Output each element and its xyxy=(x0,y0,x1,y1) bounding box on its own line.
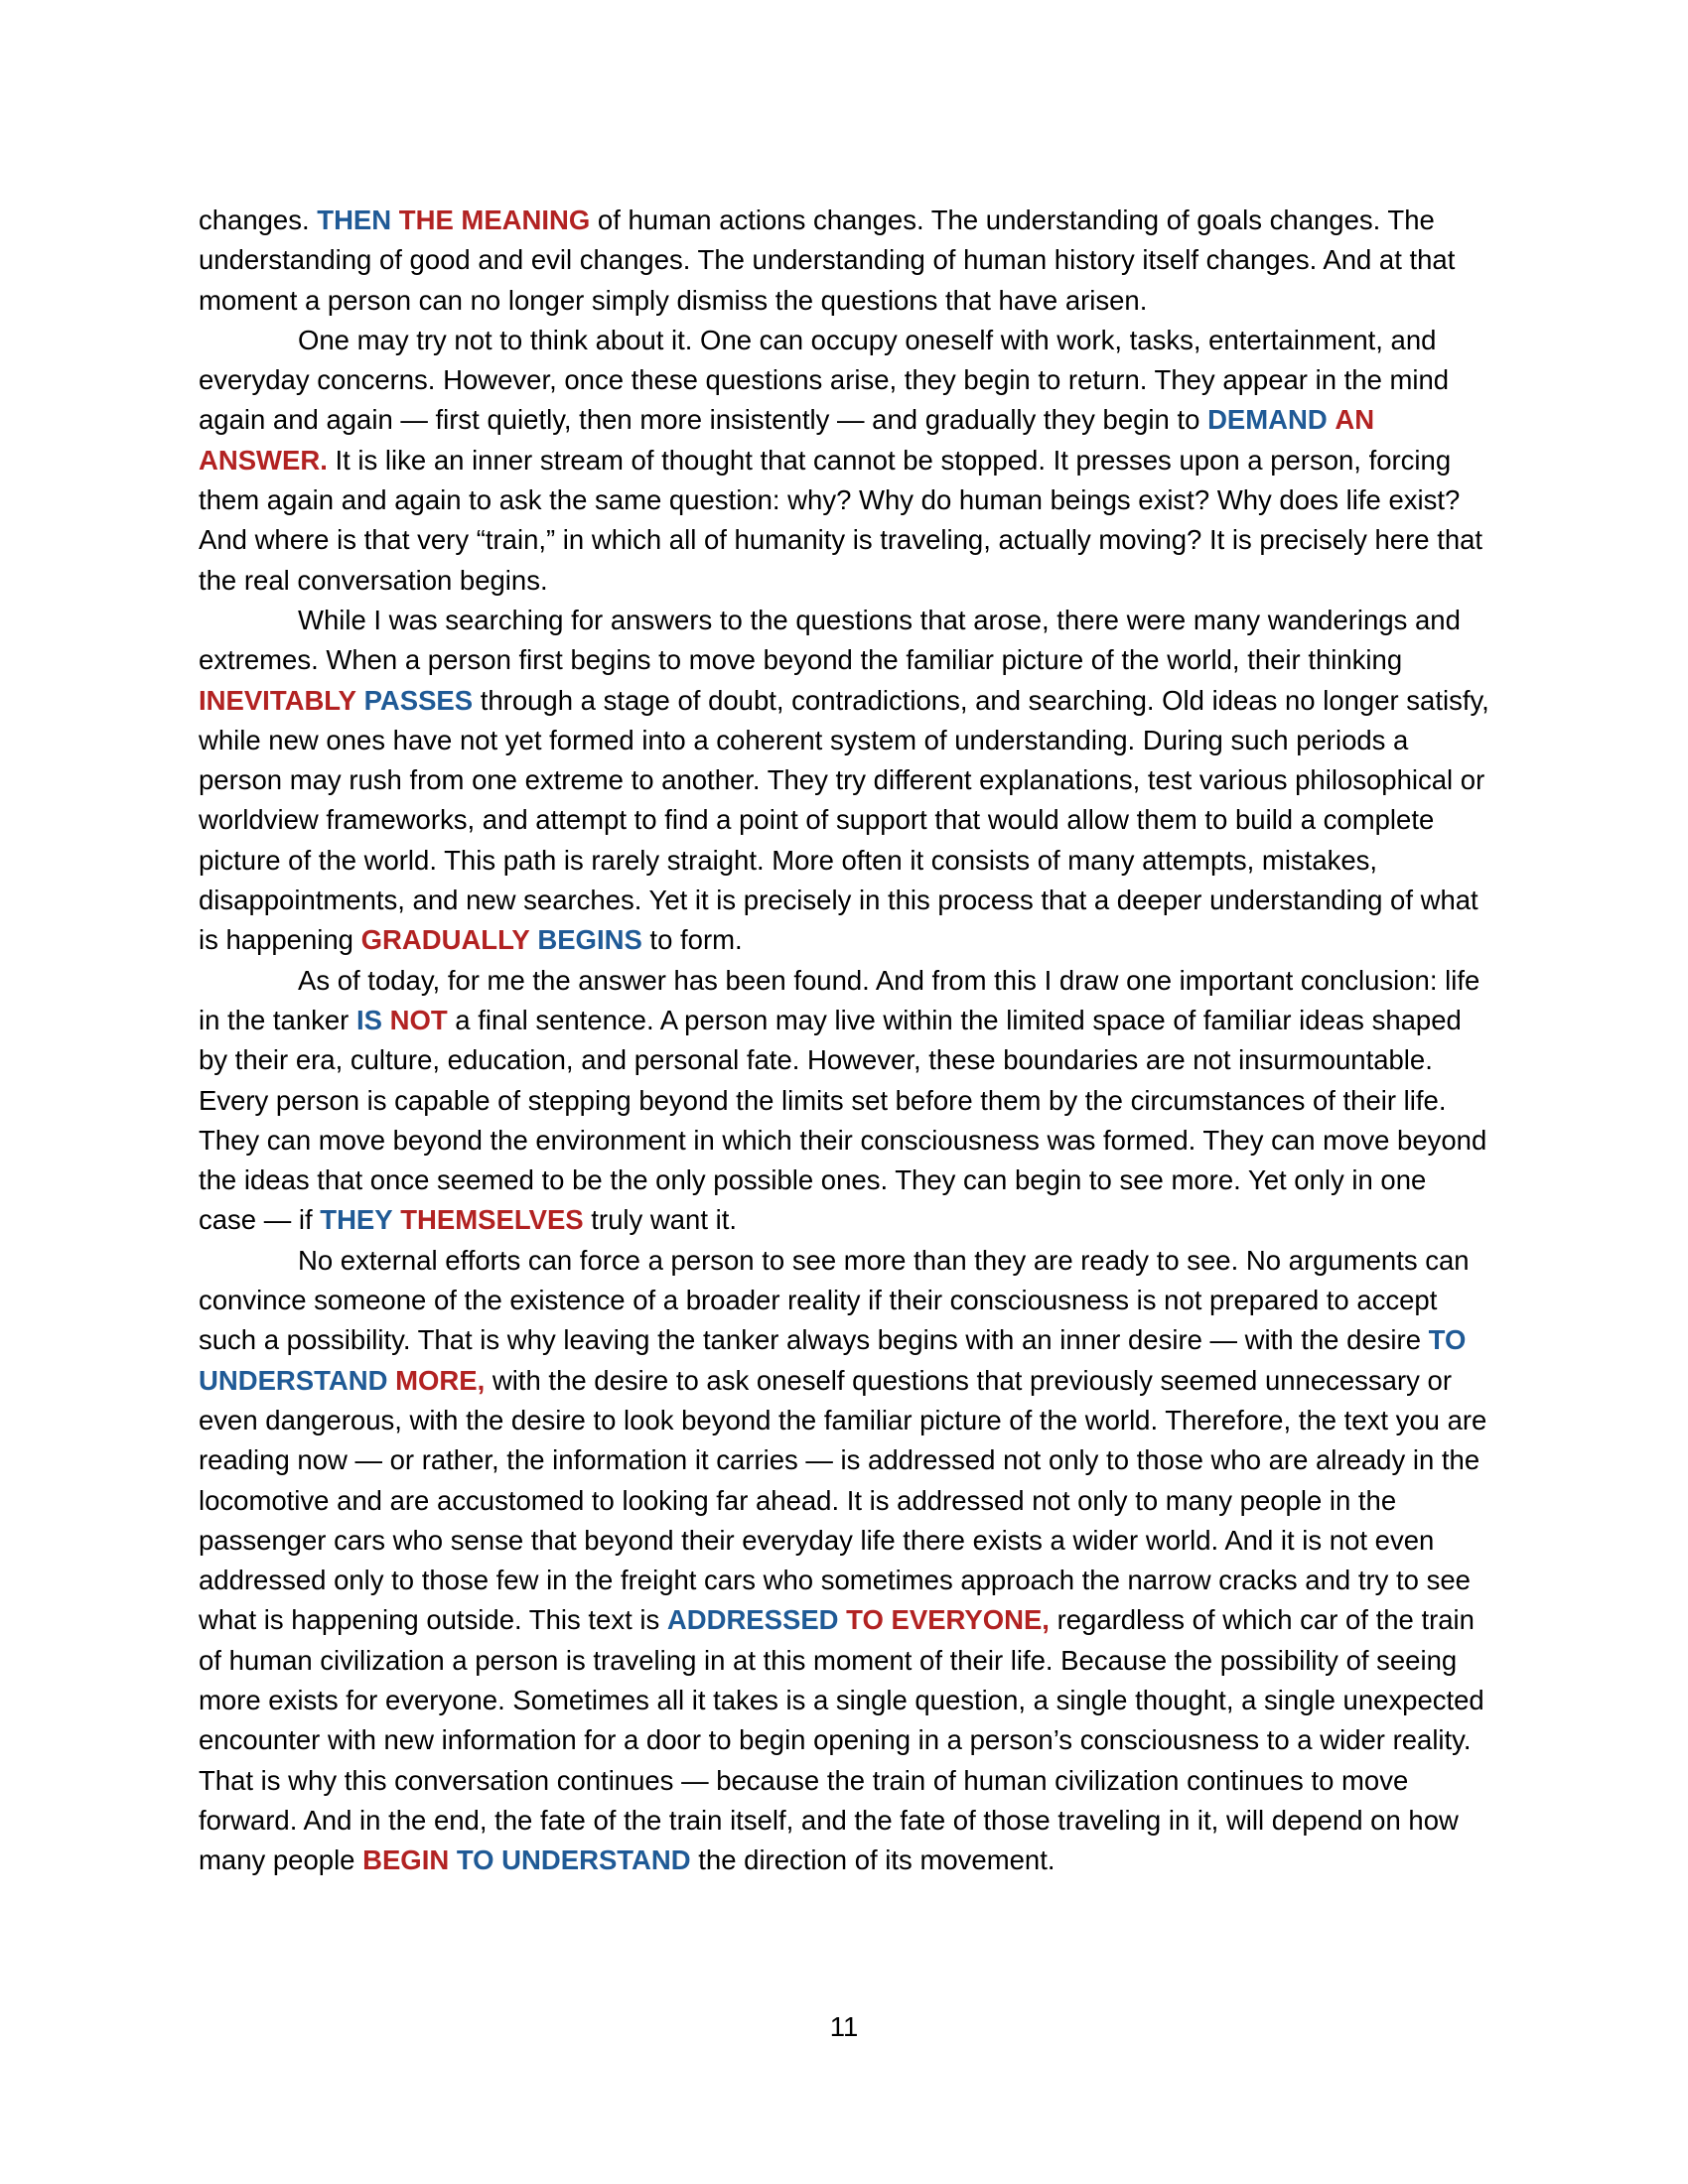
highlighted-phrase: THE MEANING xyxy=(398,205,591,235)
highlighted-phrase: BEGIN xyxy=(362,1844,450,1876)
highlighted-phrase: PASSES xyxy=(363,684,474,716)
highlighted-phrase: THEN xyxy=(317,205,392,235)
text-run: to form. xyxy=(641,924,743,956)
text-run: No external efforts can force a person to see more than they are ready to see. No arguments can convince someone of the existence of a broader reality if their consciousness is not prepared to accept such a possibility. That is why leaving the tanker always begins with an inner desire — with the desire xyxy=(199,1244,1470,1356)
highlighted-phrase: TO UNDERSTAND xyxy=(199,1324,1467,1396)
paragraph xyxy=(199,601,1489,961)
highlighted-phrase: TO EVERYONE, xyxy=(846,1604,1050,1636)
text-run xyxy=(356,685,364,716)
highlighted-phrase: AN ANSWER. xyxy=(199,404,1375,476)
highlighted-phrase: THEY xyxy=(320,1204,393,1236)
text-run: the direction of its movement. xyxy=(690,1844,1055,1876)
highlighted-phrase: NOT xyxy=(389,1004,448,1035)
paragraph xyxy=(199,1241,1489,1881)
text-run xyxy=(382,1005,390,1035)
text-run xyxy=(387,1365,395,1396)
text-run: regardless of which car of the train of human civilization a person is traveling in at this moment of their life. Because the possibility of seeing more exists for everyone. Sometimes all it takes is a single question, a single thought, a single unexpected encounter with new information for a door to begin opening in a person’s consciousness to a wider reality. That is why this conversation continues — because the train of human civilization continues to move forward. And in the end, the fate of the train itself, and the fate of those traveling in it, will depend on how many people xyxy=(199,1604,1484,1876)
text-run: One may try not to think about it. One can occupy oneself with work, tasks, entertainment, and everyday concerns. However, once these questions arise, they begin to return. They appear in the mind again and again — first quietly, then more insistently — and gradually they begin to xyxy=(199,324,1450,436)
highlighted-phrase: IS xyxy=(355,1004,382,1035)
paragraph xyxy=(199,201,1489,321)
text-run: truly want it. xyxy=(583,1204,737,1236)
paragraph xyxy=(199,321,1489,601)
highlighted-phrase: TO UNDERSTAND xyxy=(456,1844,691,1876)
text-run: While I was searching for answers to the questions that arose, there were many wanderings and extremes. When a person first begins to move beyond the familiar picture of the world, their thinking xyxy=(199,604,1461,676)
highlighted-phrase: ADDRESSED xyxy=(666,1604,839,1636)
text-run: with the desire to ask oneself questions that previously seemed unnecessary or even dangerous, with the desire to look beyond the familiar picture of the world. Therefore, the text you are reading now — or rather, the information it carries — is addressed not only to those who are already in the locomotive and are accustomed to looking far ahead. It is addressed not only to many people in the passenger cars who sense that beyond their everyday life there exists a wider world. And it is not even addressed only to those few in the freight cars who sometimes approach the narrow cracks and try to see what is happening outside. This text is xyxy=(199,1364,1487,1636)
highlighted-phrase: GRADUALLY xyxy=(360,924,530,956)
text-run: As of today, for me the answer has been found. And from this I draw one important conclusion: life in the tanker xyxy=(199,964,1480,1035)
text-run: changes. xyxy=(199,205,318,235)
highlighted-phrase: MORE, xyxy=(395,1364,486,1396)
paragraph xyxy=(199,961,1489,1241)
highlighted-phrase: THEMSELVES xyxy=(400,1204,584,1236)
text-run: a final sentence. A person may live within the limited space of familiar ideas shaped by their era, culture, education, and personal fate. However, these boundaries are not insurmountable. Every person is capable of stepping beyond the limits set before them by the circumstances of their life. They can move beyond the environment in which their consciousness was formed. They can move beyond the ideas that once seemed to be the only possible ones. They can begin to see more. Yet only in one case — if xyxy=(199,1004,1487,1236)
text-run: It is like an inner stream of thought that cannot be stopped. It presses upon a person, forcing them again and again to ask the same question: why? Why do human beings exist? Why does life exist? And where is that very “train,” in which all of humanity is traveling, actually moving? It is precisely here that the real conversation begins. xyxy=(199,444,1483,596)
body-text xyxy=(199,201,1489,1880)
highlighted-phrase: DEMAND xyxy=(1207,404,1328,436)
text-run xyxy=(391,205,399,235)
text-run xyxy=(449,1844,457,1875)
highlighted-phrase: INEVITABLY xyxy=(199,684,356,716)
text-run: through a stage of doubt, contradictions, and searching. Old ideas no longer satisfy, while new ones have not yet formed into a coherent system of understanding. During such periods a person may rush from one extreme to another. They try different explanations, test various philosophical or worldview frameworks, and attempt to find a point of support that would allow them to build a complete picture of the world. This path is rarely straight. More often it consists of many attempts, mistakes, disappointments, and new searches. Yet it is precisely in this process that a deeper understanding of what is happening xyxy=(199,684,1489,956)
page-number: 11 xyxy=(829,2011,859,2042)
highlighted-phrase: BEGINS xyxy=(537,924,642,956)
text-run: of human actions changes. The understanding of goals changes. The understanding of good and evil changes. The understanding of human history itself changes. And at that moment a person can no longer simply dismiss the questions that have arisen. xyxy=(199,205,1456,316)
